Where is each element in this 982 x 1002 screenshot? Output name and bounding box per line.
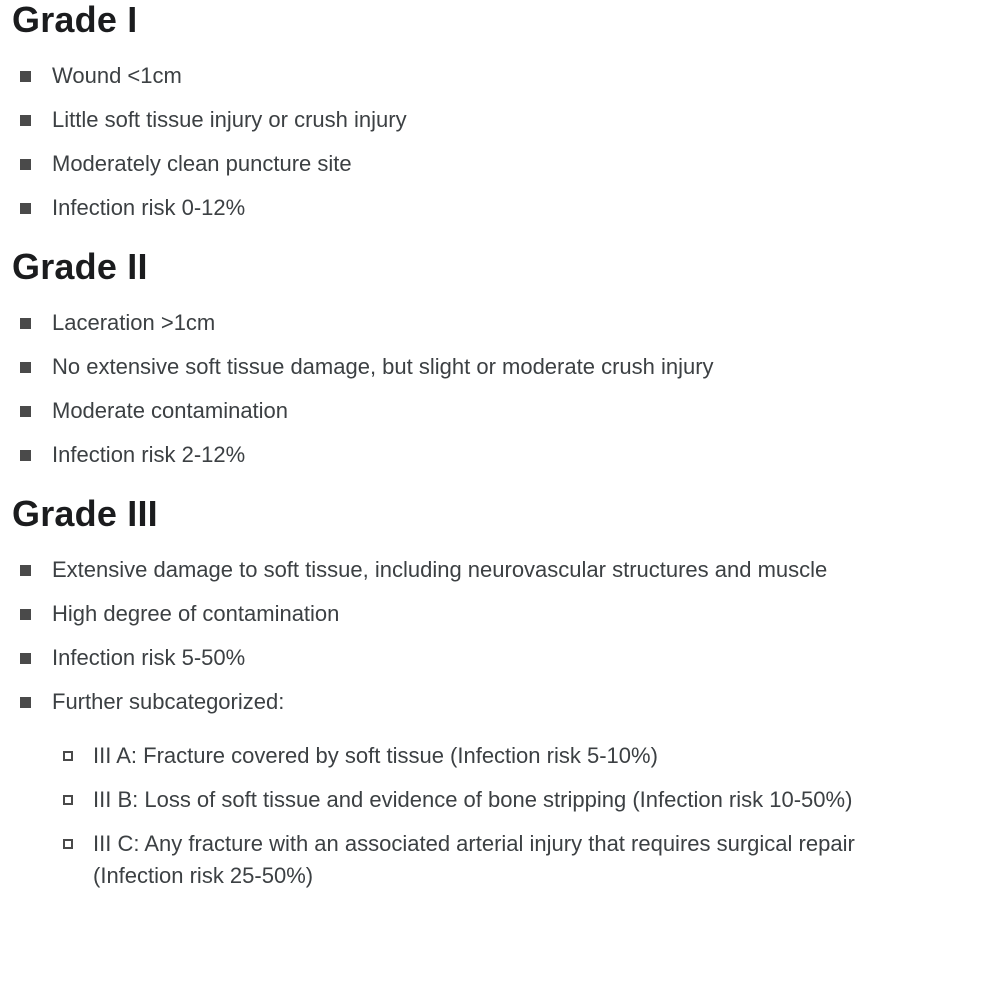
sub-list-item-text: III B: Loss of soft tissue and evidence of bone stripping (Infection risk 10-50%) <box>93 787 853 812</box>
bullet-square-icon <box>20 697 31 708</box>
list-item-text: Wound <1cm <box>52 63 182 88</box>
list-item-row <box>12 60 924 92</box>
list-item <box>12 554 924 586</box>
bullet-square-icon <box>20 450 31 461</box>
section-heading-grade-ii: Grade II <box>12 246 148 287</box>
list-item-row <box>12 307 924 339</box>
bullet-square-icon <box>20 609 31 620</box>
bullet-hollow-square-icon <box>63 839 73 849</box>
list-item-text: Moderately clean puncture site <box>52 151 352 176</box>
section-heading-grade-iii: Grade III <box>12 493 158 534</box>
list-item-text: No extensive soft tissue damage, but slight or moderate crush injury <box>52 354 714 379</box>
bullet-list-grade-iii <box>12 554 924 892</box>
list-item <box>12 686 924 892</box>
bullet-square-icon <box>20 362 31 373</box>
list-item-text: Infection risk 2-12% <box>52 442 246 467</box>
list-item-row <box>12 395 924 427</box>
list-item-row <box>12 192 924 224</box>
bullet-square-icon <box>20 203 31 214</box>
section-grade-i <box>12 0 940 224</box>
bullet-square-icon <box>20 115 31 126</box>
sub-list-item-text: III C: Any fracture with an associated arterial injury that requires surgical repair (Infection risk 25-50%) <box>93 831 855 888</box>
sub-list-item-text: III A: Fracture covered by soft tissue (Infection risk 5-10%) <box>93 743 658 768</box>
bullet-list-grade-i <box>12 60 924 224</box>
sub-list-item <box>12 784 924 816</box>
list-item-row <box>12 686 924 718</box>
list-item-row <box>12 439 924 471</box>
bullet-square-icon <box>20 71 31 82</box>
list-item-text: Moderate contamination <box>52 398 289 423</box>
list-item <box>12 104 924 136</box>
section-heading-grade-i: Grade I <box>12 0 138 40</box>
list-item <box>12 598 924 630</box>
sub-list-item-row <box>12 740 924 772</box>
sub-list-item <box>12 828 924 892</box>
list-item-row <box>12 104 924 136</box>
bullet-hollow-square-icon <box>63 795 73 805</box>
sub-list-item-row <box>12 828 924 892</box>
list-item-row <box>12 598 924 630</box>
sub-list-item <box>12 740 924 772</box>
list-item <box>12 60 924 92</box>
list-item <box>12 307 924 339</box>
section-grade-iii <box>12 494 940 892</box>
list-item <box>12 351 924 383</box>
list-item-row <box>12 554 924 586</box>
list-item-row <box>12 148 924 180</box>
list-item <box>12 439 924 471</box>
list-item-text: Extensive damage to soft tissue, including neurovascular structures and muscle <box>52 557 828 582</box>
bullet-square-icon <box>20 653 31 664</box>
bullet-square-icon <box>20 406 31 417</box>
bullet-hollow-square-icon <box>63 751 73 761</box>
list-item-text: Further subcategorized: <box>52 689 285 714</box>
list-item-row <box>12 642 924 674</box>
list-item <box>12 642 924 674</box>
list-item <box>12 192 924 224</box>
list-item <box>12 148 924 180</box>
bullet-square-icon <box>20 318 31 329</box>
list-item-text: Infection risk 5-50% <box>52 645 246 670</box>
list-item <box>12 395 924 427</box>
bullet-list-grade-ii <box>12 307 924 471</box>
bullet-square-icon <box>20 565 31 576</box>
section-grade-ii <box>12 247 940 471</box>
list-item-row <box>12 351 924 383</box>
sub-bullet-list <box>12 740 924 892</box>
list-item-text: High degree of contamination <box>52 601 340 626</box>
sub-list-item-row <box>12 784 924 816</box>
list-item-text: Infection risk 0-12% <box>52 195 246 220</box>
list-item-text: Laceration >1cm <box>52 310 216 335</box>
bullet-square-icon <box>20 159 31 170</box>
list-item-text: Little soft tissue injury or crush injury <box>52 107 407 132</box>
